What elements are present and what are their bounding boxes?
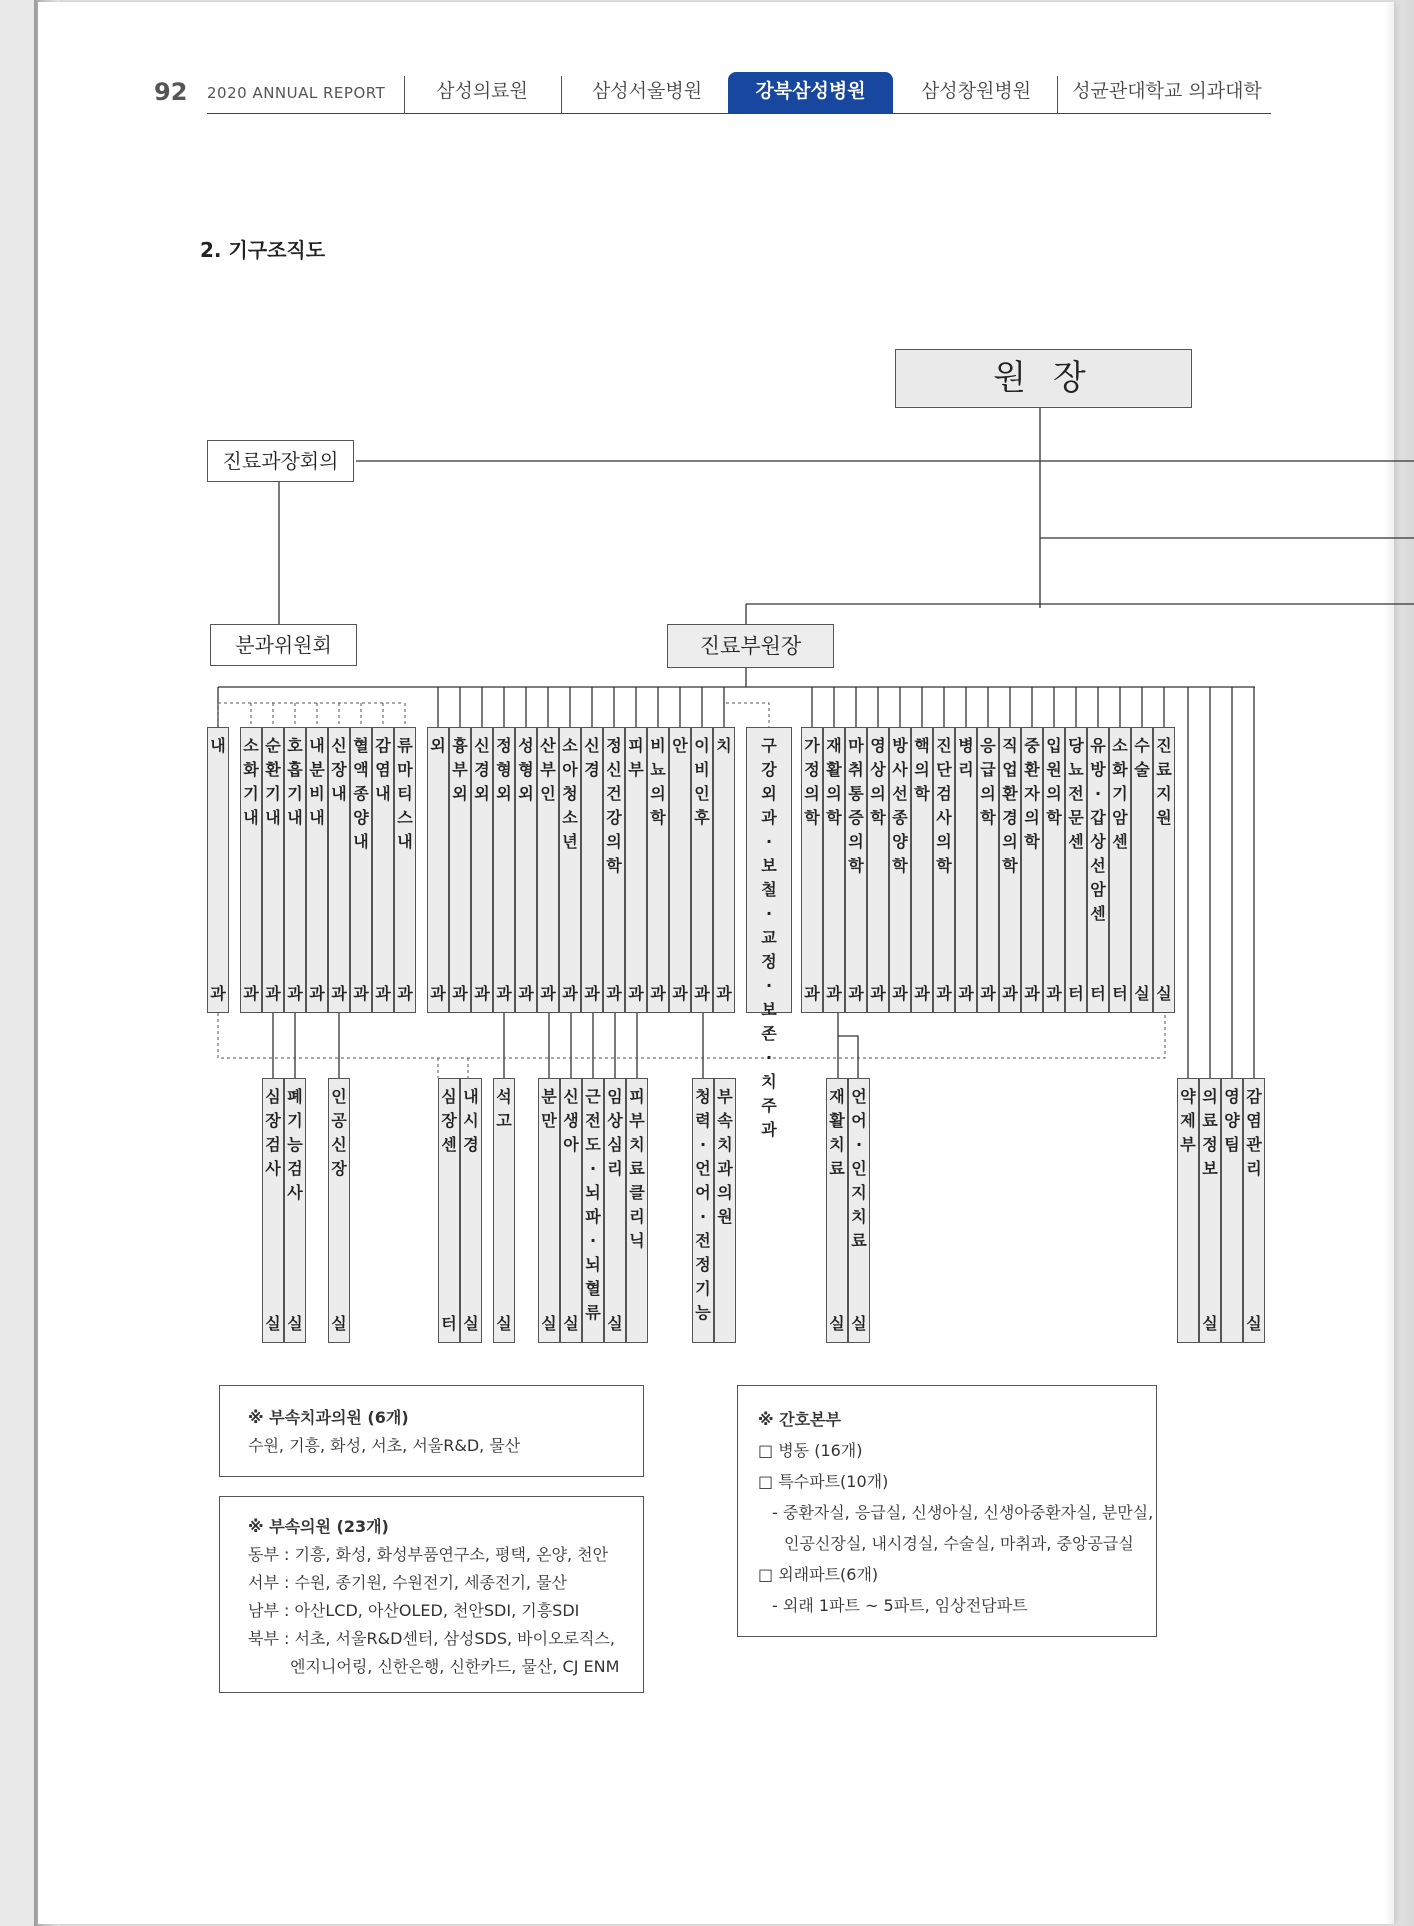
- committee-box: 분과위원회: [210, 624, 357, 666]
- note-nursing-line: □ 특수파트(10개): [758, 1472, 889, 1491]
- org-unit: 순 환 기 내 과: [262, 727, 284, 1013]
- org-unit: 재 활 의 학 과: [823, 727, 845, 1013]
- org-unit: 당 뇨 전 문 센 터: [1065, 727, 1087, 1013]
- note-clinic-line: 북부 : 서초, 서울R&D센터, 삼성SDS, 바이오로직스,: [248, 1629, 616, 1648]
- org-unit: 비 뇨 의 학 과: [647, 727, 669, 1013]
- note-dental-title: ※ 부속치과의원 (6개): [248, 1408, 409, 1427]
- org-unit: 성 형 외 과: [515, 727, 537, 1013]
- org-unit: 감 염 내 과: [372, 727, 394, 1013]
- org-unit: 신 경 외 과: [471, 727, 493, 1013]
- note-nursing-line: - 중환자실, 응급실, 신생아실, 신생아중환자실, 분만실,: [772, 1503, 1154, 1522]
- note-clinic-line: 동부 : 기흥, 화성, 화성부품연구소, 평택, 온양, 천안: [248, 1545, 609, 1564]
- report-title: 2020 ANNUAL REPORT: [207, 84, 386, 102]
- org-unit: 방 사 선 종 양 학 과: [889, 727, 911, 1013]
- org-unit: 마 취 통 증 의 학 과: [845, 727, 867, 1013]
- note-nursing-division: [737, 1385, 1157, 1637]
- org-unit: 구 강 외 과 · 보 철 · 교 정 · 보 존 · 치 주 과: [746, 727, 792, 1013]
- org-unit: 내 과: [207, 727, 229, 1013]
- org-unit: 핵 의 학 과: [911, 727, 933, 1013]
- org-unit: 재 활 치 료 실: [826, 1078, 848, 1343]
- org-unit: 산 부 인 과: [537, 727, 559, 1013]
- org-unit: 혈 액 종 양 내 과: [350, 727, 372, 1013]
- org-unit: 응 급 의 학 과: [977, 727, 999, 1013]
- council-box: 진료과장회의: [207, 440, 354, 482]
- org-unit: 직 업 환 경 의 학 과: [999, 727, 1021, 1013]
- org-unit: 수 술 실: [1131, 727, 1153, 1013]
- org-unit: 신 경 과: [581, 727, 603, 1013]
- org-unit: 청 력 · 언 어 · 전 정 기 능: [692, 1078, 714, 1343]
- tab-samsung-changwon-hospital[interactable]: 삼성창원병원: [920, 80, 1032, 102]
- note-dental-body: 수원, 기흥, 화성, 서초, 서울R&D, 물산: [248, 1436, 521, 1455]
- org-unit: 내 분 비 내 과: [306, 727, 328, 1013]
- org-unit: 석 고 실: [493, 1078, 515, 1343]
- org-unit: 외 과: [427, 727, 449, 1013]
- org-unit: 정 형 외 과: [493, 727, 515, 1013]
- org-unit: 내 시 경 실: [460, 1078, 482, 1343]
- org-unit: 류 마 티 스 내 과: [394, 727, 416, 1013]
- org-unit: 치 과: [713, 727, 735, 1013]
- note-clinic-line: 남부 : 아산LCD, 아산OLED, 천안SDI, 기흥SDI: [248, 1601, 580, 1620]
- note-clinic-line: 서부 : 수원, 종기원, 수원전기, 세종전기, 물산: [248, 1573, 568, 1592]
- tab-samsung-medical-center[interactable]: 삼성의료원: [436, 80, 528, 102]
- note-nursing-line: - 외래 1파트 ~ 5파트, 임상전담파트: [772, 1596, 1028, 1615]
- tab-skku-medicine[interactable]: 성균관대학교 의과대학: [1072, 80, 1262, 102]
- org-unit: 근 전 도 · 뇌 파 · 뇌 혈 류: [582, 1078, 604, 1343]
- org-unit: 중 환 자 의 학 과: [1021, 727, 1043, 1013]
- org-unit: 분 만 실: [538, 1078, 560, 1343]
- org-unit: 심 장 센 터: [438, 1078, 460, 1343]
- org-unit: 감 염 관 리 실: [1243, 1078, 1265, 1343]
- org-unit: 소 화 기 내 과: [240, 727, 262, 1013]
- note-dental-clinics: [219, 1385, 644, 1477]
- note-nursing-line: 인공신장실, 내시경실, 수술실, 마취과, 중앙공급실: [784, 1534, 1134, 1553]
- org-unit: 신 장 내 과: [328, 727, 350, 1013]
- org-unit: 유 방 · 갑 상 선 암 센 터: [1087, 727, 1109, 1013]
- org-unit: 피 부 치 료 클 리 닉: [626, 1078, 648, 1343]
- org-unit: 정 신 건 강 의 학 과: [603, 727, 625, 1013]
- org-unit: 심 장 검 사 실: [262, 1078, 284, 1343]
- org-unit: 영 상 의 학 과: [867, 727, 889, 1013]
- org-unit: 입 원 의 학 과: [1043, 727, 1065, 1013]
- org-unit: 소 아 청 소 년 과: [559, 727, 581, 1013]
- org-unit: 부 속 치 과 의 원: [714, 1078, 736, 1343]
- org-unit: 흉 부 외 과: [449, 727, 471, 1013]
- org-unit: 약 제 부: [1177, 1078, 1199, 1343]
- director-box: 원 장: [895, 349, 1192, 408]
- org-unit: 호 흡 기 내 과: [284, 727, 306, 1013]
- tab-samsung-seoul-hospital[interactable]: 삼성서울병원: [591, 80, 703, 102]
- note-nursing-line: □ 외래파트(6개): [758, 1565, 879, 1584]
- org-unit: 진 료 지 원 실: [1153, 727, 1175, 1013]
- org-unit: 임 상 심 리 실: [604, 1078, 626, 1343]
- note-clinic-title: ※ 부속의원 (23개): [248, 1517, 389, 1536]
- org-unit: 병 리 과: [955, 727, 977, 1013]
- org-unit: 진 단 검 사 의 학 과: [933, 727, 955, 1013]
- org-unit: 영 양 팀: [1221, 1078, 1243, 1343]
- section-title: 2. 기구조직도: [200, 238, 326, 262]
- org-unit: 신 생 아 실: [560, 1078, 582, 1343]
- org-unit: 의 료 정 보 실: [1199, 1078, 1221, 1343]
- page-number: 92: [154, 78, 188, 106]
- org-unit: 소 화 기 암 센 터: [1109, 727, 1131, 1013]
- note-clinic-line: 엔지니어링, 신한은행, 신한카드, 물산, CJ ENM: [290, 1657, 620, 1676]
- org-unit: 가 정 의 학 과: [801, 727, 823, 1013]
- deputy-director-box: 진료부원장: [667, 624, 834, 668]
- org-unit: 폐 기 능 검 사 실: [284, 1078, 306, 1343]
- org-unit: 언 어 · 인 지 치 료 실: [848, 1078, 870, 1343]
- note-nursing-title: ※ 간호본부: [758, 1410, 841, 1429]
- org-unit: 이 비 인 후 과: [691, 727, 713, 1013]
- note-affiliated-clinics: [219, 1496, 644, 1693]
- org-unit: 피 부 과: [625, 727, 647, 1013]
- org-unit: 인 공 신 장 실: [328, 1078, 350, 1343]
- tab-kangbuk-samsung-hospital[interactable]: 강북삼성병원: [728, 72, 893, 114]
- note-nursing-line: □ 병동 (16개): [758, 1441, 863, 1460]
- org-unit: 안 과: [669, 727, 691, 1013]
